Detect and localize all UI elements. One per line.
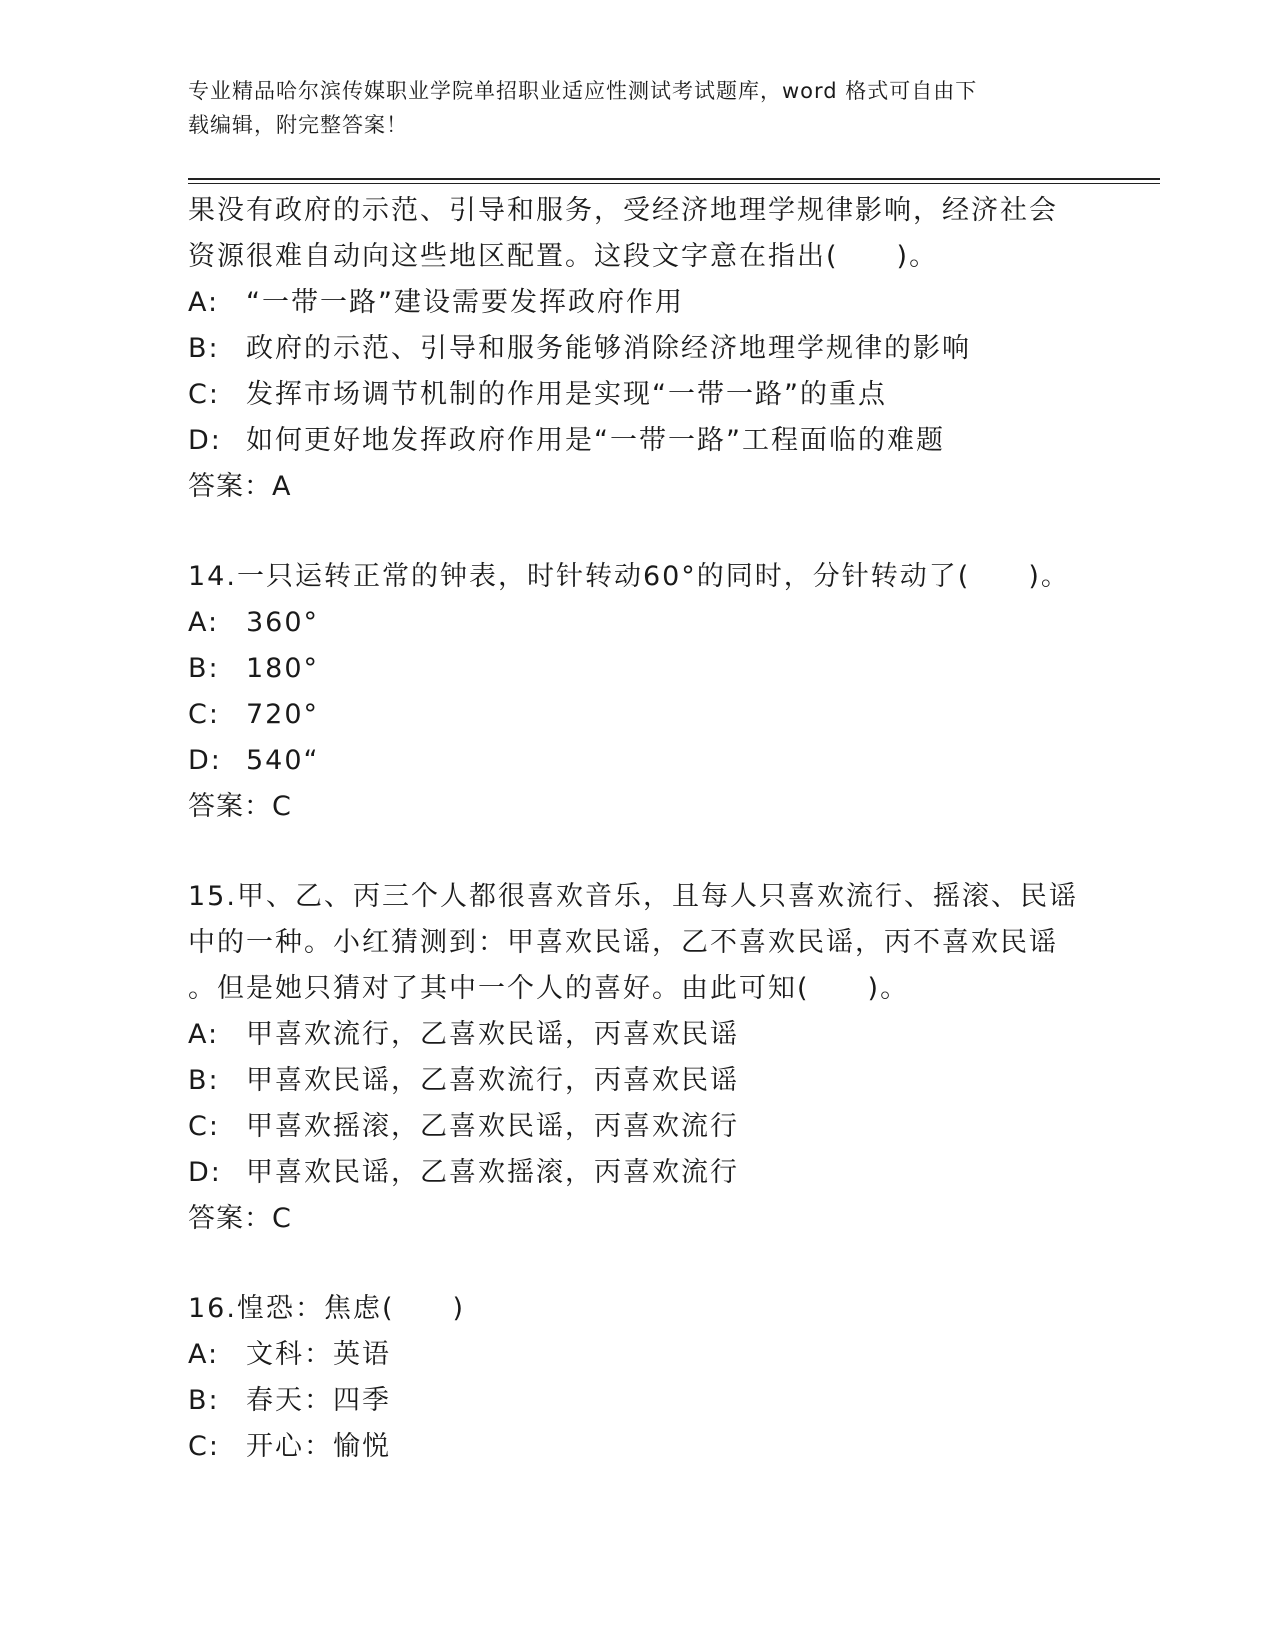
question-list: [188, 188, 1088, 1470]
question-15: [188, 874, 1088, 1242]
option-text: 甲喜欢民谣，乙喜欢摇滚，丙喜欢流行: [246, 1157, 739, 1188]
option-letter: C:: [188, 1431, 220, 1462]
question-16: [188, 1286, 1088, 1470]
option-letter: A:: [188, 1019, 220, 1050]
option-text: 政府的示范、引导和服务能够消除经济地理学规律的影响: [246, 333, 971, 364]
option-letter: A:: [188, 607, 220, 638]
document-header: [188, 74, 1068, 142]
question-14: [188, 554, 1088, 830]
spacer: [188, 830, 1088, 874]
option-text: 360°: [246, 607, 320, 638]
option-letter: A:: [188, 1339, 220, 1370]
option-letter: C:: [188, 1111, 220, 1142]
option-c: [188, 372, 1088, 418]
option-text: “一带一路”建设需要发挥政府作用: [246, 287, 684, 318]
option-d: [188, 418, 1088, 464]
option-letter: B:: [188, 333, 220, 364]
option-d: [188, 738, 1088, 784]
option-a: [188, 1012, 1088, 1058]
option-text: 春天：四季: [246, 1385, 391, 1416]
option-text: 180°: [246, 653, 320, 684]
question-stem-line: 资源很难自动向这些地区配置。这段文字意在指出( )。: [188, 241, 939, 272]
option-text: 甲喜欢流行，乙喜欢民谣，丙喜欢民谣: [246, 1019, 739, 1050]
answer-line: 答案：C: [188, 1203, 292, 1234]
question-stem-line: 15.甲、乙、丙三个人都很喜欢音乐，且每人只喜欢流行、摇滚、民谣: [188, 881, 1078, 912]
spacer: [188, 510, 1088, 554]
option-letter: C:: [188, 379, 220, 410]
header-rule-thick: [188, 178, 1160, 180]
option-letter: B:: [188, 1385, 220, 1416]
question-stem-line: 中的一种。小红猜测到：甲喜欢民谣，乙不喜欢民谣，丙不喜欢民谣: [188, 927, 1058, 958]
option-letter: B:: [188, 1065, 220, 1096]
option-text: 甲喜欢摇滚，乙喜欢民谣，丙喜欢流行: [246, 1111, 739, 1142]
option-letter: D:: [188, 745, 222, 776]
question-stem-line: 14.一只运转正常的钟表，时针转动60°的同时，分针转动了( )。: [188, 561, 1070, 592]
option-letter: B:: [188, 653, 220, 684]
question-stem-line: 果没有政府的示范、引导和服务，受经济地理学规律影响，经济社会: [188, 195, 1058, 226]
option-d: [188, 1150, 1088, 1196]
question-stem-line: 16.惶恐：焦虑( ): [188, 1293, 466, 1324]
option-text: 如何更好地发挥政府作用是“一带一路”工程面临的难题: [246, 425, 945, 456]
option-b: [188, 1058, 1088, 1104]
option-text: 540“: [246, 745, 320, 776]
option-c: [188, 692, 1088, 738]
header-line-1: 专业精品哈尔滨传媒职业学院单招职业适应性测试考试题库，word 格式可自由下: [188, 79, 978, 103]
option-b: [188, 1378, 1088, 1424]
option-a: [188, 280, 1088, 326]
question-13: [188, 188, 1088, 510]
option-letter: D:: [188, 1157, 222, 1188]
header-rule-thin: [188, 183, 1160, 184]
option-text: 720°: [246, 699, 320, 730]
option-text: 开心：愉悦: [246, 1431, 391, 1462]
option-text: 文科：英语: [246, 1339, 391, 1370]
option-b: [188, 646, 1088, 692]
header-line-2: 载编辑，附完整答案！: [188, 113, 408, 137]
spacer: [188, 1242, 1088, 1286]
option-letter: C:: [188, 699, 220, 730]
option-letter: D:: [188, 425, 222, 456]
option-text: 发挥市场调节机制的作用是实现“一带一路”的重点: [246, 379, 887, 410]
option-text: 甲喜欢民谣，乙喜欢流行，丙喜欢民谣: [246, 1065, 739, 1096]
answer-line: 答案：A: [188, 471, 292, 502]
option-a: [188, 600, 1088, 646]
option-c: [188, 1424, 1088, 1470]
option-a: [188, 1332, 1088, 1378]
question-stem-line: 。但是她只猜对了其中一个人的喜好。由此可知( )。: [188, 973, 910, 1004]
option-c: [188, 1104, 1088, 1150]
answer-line: 答案：C: [188, 791, 292, 822]
option-b: [188, 326, 1088, 372]
option-letter: A:: [188, 287, 220, 318]
